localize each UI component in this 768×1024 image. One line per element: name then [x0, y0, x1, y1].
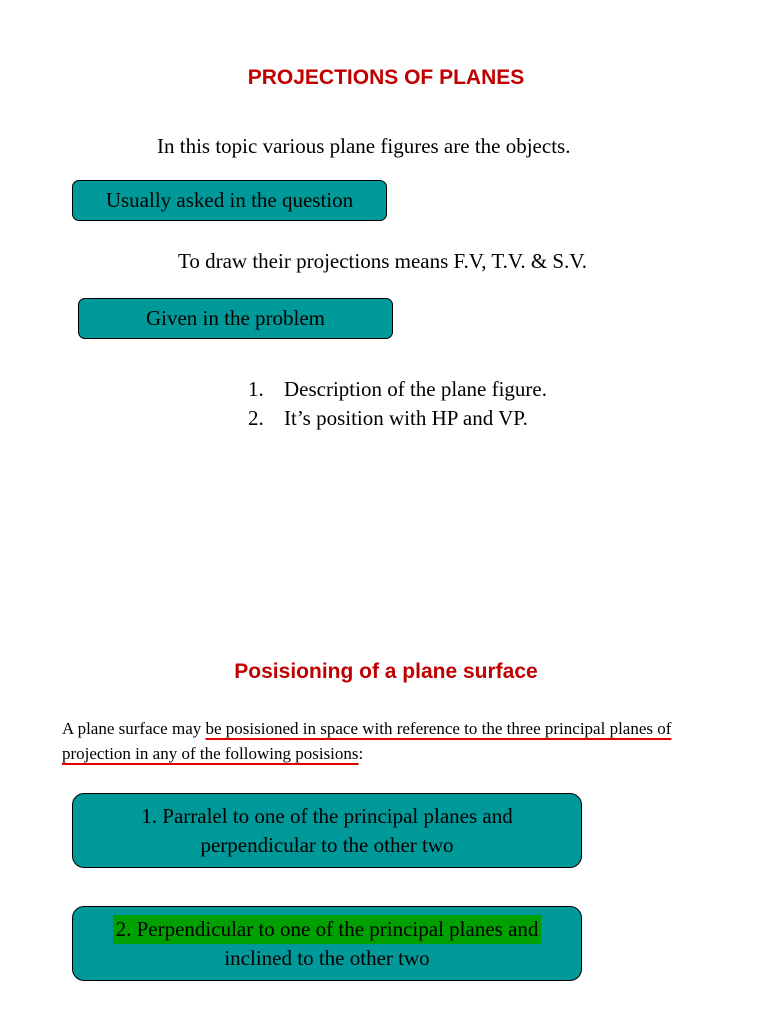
list-item-text: Description of the plane figure.	[284, 377, 547, 401]
option-1-line-2: perpendicular to the other two	[200, 832, 454, 857]
paragraph-tail: :	[358, 744, 364, 763]
paragraph-lead: A plane surface may	[62, 719, 206, 738]
list-item-number: 1.	[248, 377, 264, 401]
given-in-problem-label: Given in the problem	[145, 306, 326, 330]
list-item-text: It’s position with HP and VP.	[284, 406, 528, 430]
list-item	[248, 404, 547, 433]
page-title: PROJECTIONS OF PLANES	[247, 66, 525, 89]
given-items-list	[248, 375, 547, 433]
section-heading: Posisioning of a plane surface	[234, 660, 538, 683]
position-option-1-box	[72, 793, 582, 868]
asked-in-question-box	[72, 180, 387, 221]
position-option-2-box	[72, 906, 582, 981]
list-item	[248, 375, 547, 404]
option-2-line-1: 2. Perpendicular to one of the principal planes and	[113, 915, 542, 944]
positions-paragraph	[62, 716, 702, 766]
option-2-line-2: inclined to the other two	[224, 945, 430, 970]
intro-text: In this topic various plane figures are the objects.	[157, 134, 571, 158]
projections-meaning-text: To draw their projections means F.V, T.V. & S.V.	[178, 249, 588, 273]
given-in-problem-box	[78, 298, 393, 339]
option-1-line-1: 1. Parralel to one of the principal planes and	[141, 803, 513, 828]
asked-in-question-label: Usually asked in the question	[105, 188, 354, 212]
paragraph-underlined: be posisioned in space with reference to the three principal planes of projection in any of the following posisions	[62, 719, 672, 763]
list-item-number: 2.	[248, 406, 264, 430]
